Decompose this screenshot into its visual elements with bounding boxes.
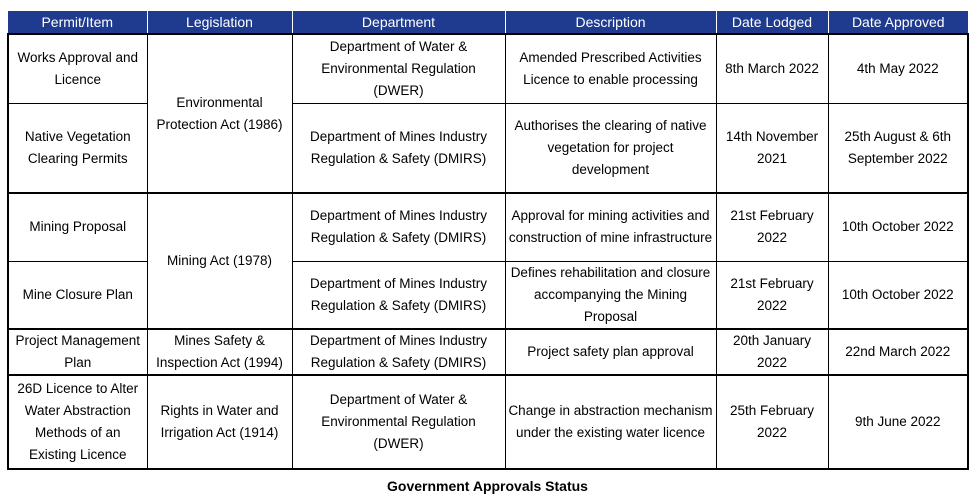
cell-date-approved: 22nd March 2022 [828, 329, 968, 375]
cell-legislation: Mining Act (1978) [147, 193, 292, 329]
cell-description: Approval for mining activities and construction of mine infrastructure [505, 193, 716, 261]
header-date-lodged: Date Lodged [716, 11, 828, 34]
cell-permit: Native Vegetation Clearing Permits [8, 103, 147, 193]
cell-permit: 26D Licence to Alter Water Abstraction Methods of an Existing Licence [8, 375, 147, 469]
cell-date-approved: 10th October 2022 [828, 261, 968, 329]
table-row [8, 34, 968, 103]
cell-date-lodged: 21st February 2022 [716, 261, 828, 329]
cell-date-lodged: 25th February 2022 [716, 375, 828, 469]
header-date-approved: Date Approved [828, 11, 968, 34]
table-row [8, 193, 968, 261]
cell-date-lodged: 20th January 2022 [716, 329, 828, 375]
cell-permit: Mine Closure Plan [8, 261, 147, 329]
cell-description: Authorises the clearing of native vegetation for project development [505, 103, 716, 193]
cell-date-lodged: 14th November 2021 [716, 103, 828, 193]
cell-department: Department of Mines Industry Regulation & Safety (DMIRS) [292, 261, 505, 329]
cell-permit: Works Approval and Licence [8, 34, 147, 103]
cell-description: Defines rehabilitation and closure accompanying the Mining Proposal [505, 261, 716, 329]
table-row [8, 329, 968, 375]
cell-description: Change in abstraction mechanism under the existing water licence [505, 375, 716, 469]
cell-date-approved: 4th May 2022 [828, 34, 968, 103]
cell-permit: Project Management Plan [8, 329, 147, 375]
cell-department: Department of Mines Industry Regulation & Safety (DMIRS) [292, 103, 505, 193]
cell-date-approved: 10th October 2022 [828, 193, 968, 261]
cell-permit: Mining Proposal [8, 193, 147, 261]
header-permit: Permit/Item [8, 11, 147, 34]
approvals-table [7, 11, 969, 470]
cell-description: Project safety plan approval [505, 329, 716, 375]
cell-date-lodged: 8th March 2022 [716, 34, 828, 103]
cell-legislation: Rights in Water and Irrigation Act (1914) [147, 375, 292, 469]
header-description: Description [505, 11, 716, 34]
cell-date-lodged: 21st February 2022 [716, 193, 828, 261]
approvals-table-wrapper [7, 11, 967, 470]
cell-department: Department of Mines Industry Regulation & Safety (DMIRS) [292, 193, 505, 261]
cell-description: Amended Prescribed Activities Licence to enable processing [505, 34, 716, 103]
cell-date-approved: 9th June 2022 [828, 375, 968, 469]
table-row [8, 375, 968, 469]
cell-department: Department of Water & Environmental Regulation (DWER) [292, 34, 505, 103]
table-caption: Government Approvals Status [387, 478, 588, 494]
table-header-row [8, 11, 968, 34]
cell-legislation: Mines Safety & Inspection Act (1994) [147, 329, 292, 375]
header-legislation: Legislation [147, 11, 292, 34]
cell-department: Department of Mines Industry Regulation & Safety (DMIRS) [292, 329, 505, 375]
header-department: Department [292, 11, 505, 34]
cell-date-approved: 25th August & 6th September 2022 [828, 103, 968, 193]
cell-department: Department of Water & Environmental Regulation (DWER) [292, 375, 505, 469]
cell-legislation: Environmental Protection Act (1986) [147, 34, 292, 193]
